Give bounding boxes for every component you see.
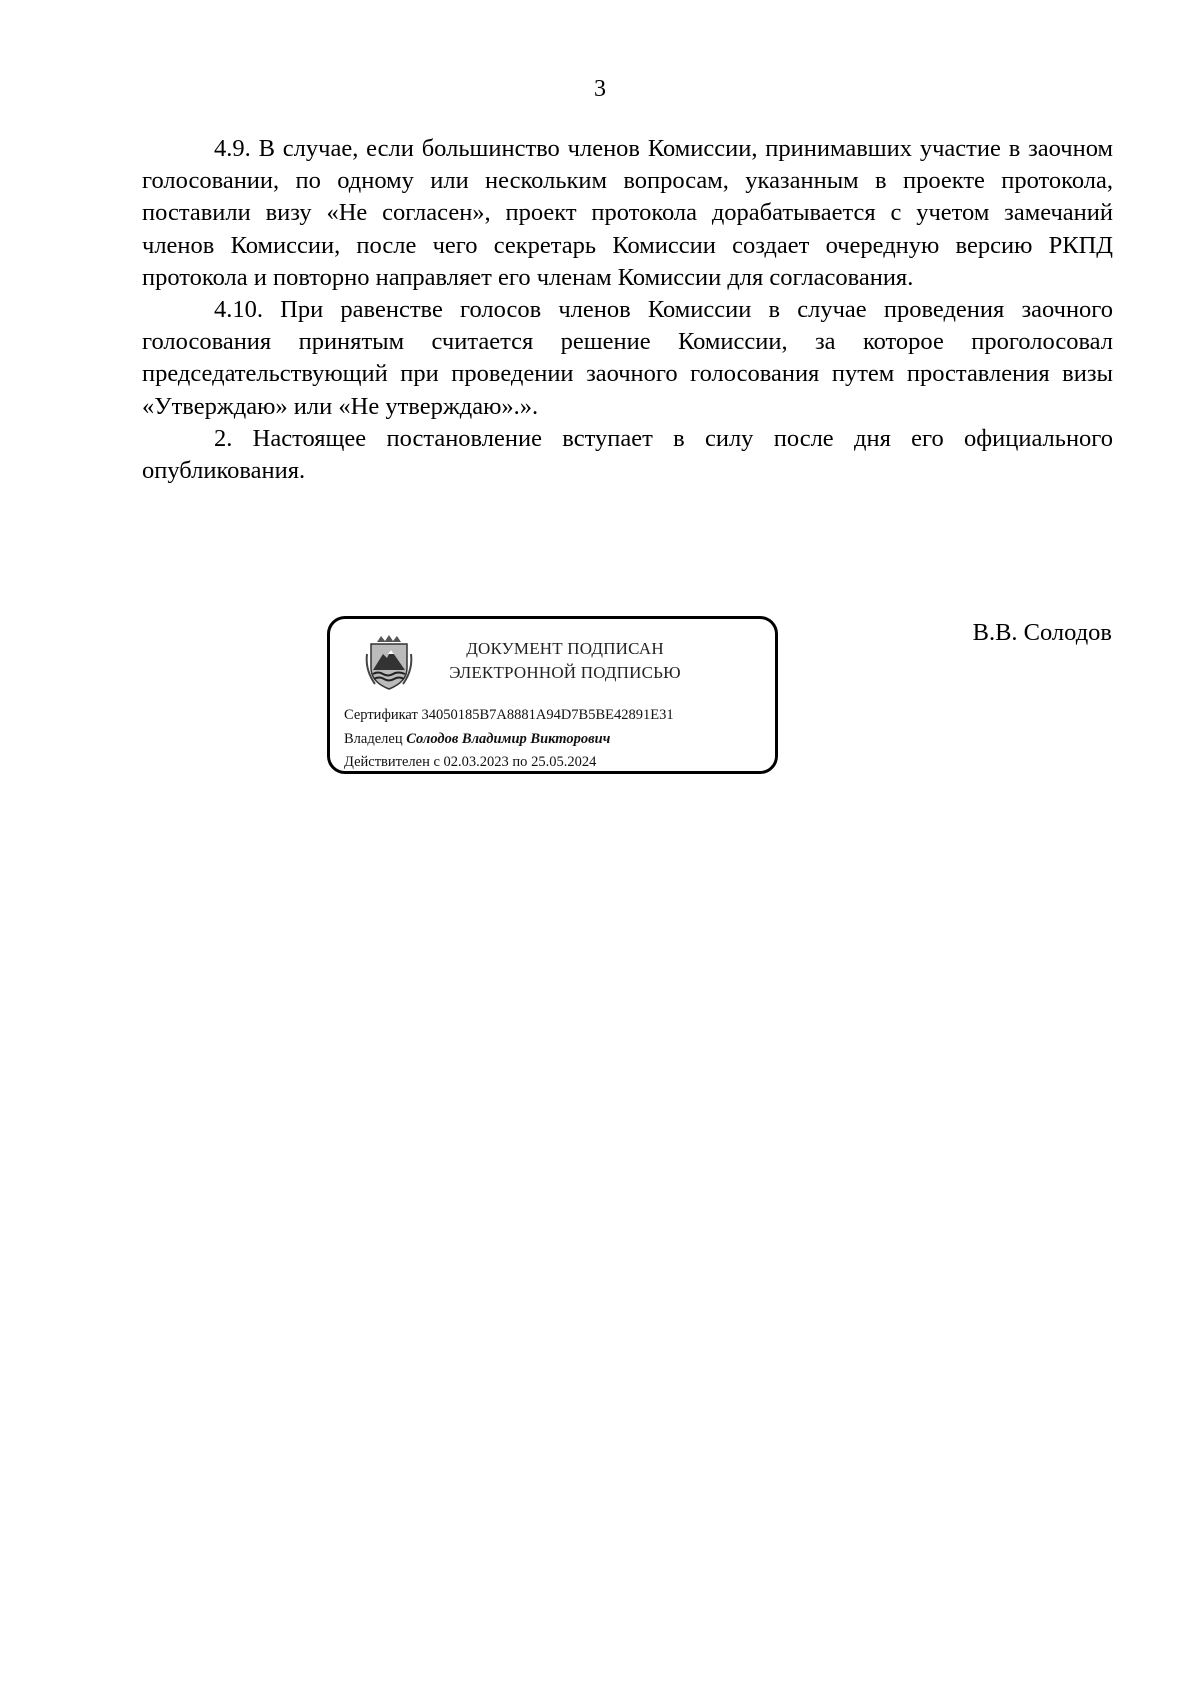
paragraph-4-9: 4.9. В случае, если большинство членов Комиссии, принимавших участие в заочном голосовании, по одному или нескольким вопросам, указанным в проекте протокола, поставили визу «Не согласен», проект протокола дорабатывается с учетом замечаний членов Комиссии, после чего секретарь Комиссии создает очередную версию РКПД протокола и повторно направляет его членам Комиссии для согласования. (142, 135, 1113, 291)
valid-label: Действителен (344, 754, 430, 770)
stamp-validity-line (344, 753, 596, 771)
valid-from-word: с (433, 754, 440, 770)
page-number: 3 (594, 76, 606, 102)
paragraph-4-10: 4.10. При равенстве голосов членов Комиссии в случае проведения заочного голосования принятым считается решение Комиссии, за которое проголосовал председательствующий при проведении заочного голосования путем проставления визы «Утверждаю» или «Не утверждаю».». (142, 296, 1113, 420)
document-body (142, 133, 1113, 487)
stamp-certificate-line (344, 706, 674, 724)
stamp-title-line-1: ДОКУМЕНТ ПОДПИСАН (466, 639, 664, 658)
stamp-title-line-2: ЭЛЕКТРОННОЙ ПОДПИСЬЮ (449, 663, 681, 682)
stamp-title (435, 637, 695, 685)
certificate-label: Сертификат (344, 707, 418, 723)
owner-value: Солодов Владимир Викторович (406, 731, 611, 747)
electronic-signature-stamp (327, 616, 778, 774)
signatory-name: В.В. Солодов (972, 619, 1112, 646)
valid-to-date: 25.05.2024 (531, 754, 597, 770)
paragraph-2-effective-date: 2. Настоящее постановление вступает в силу после дня его официального опубликования. (142, 424, 1113, 485)
owner-label: Владелец (344, 731, 403, 747)
coat-of-arms-icon (365, 634, 413, 692)
valid-to-word: по (512, 754, 528, 770)
stamp-owner-line (344, 730, 610, 748)
valid-from-date: 02.03.2023 (443, 754, 509, 770)
certificate-value: 34050185B7A8881A94D7B5BE42891E31 (421, 707, 674, 723)
